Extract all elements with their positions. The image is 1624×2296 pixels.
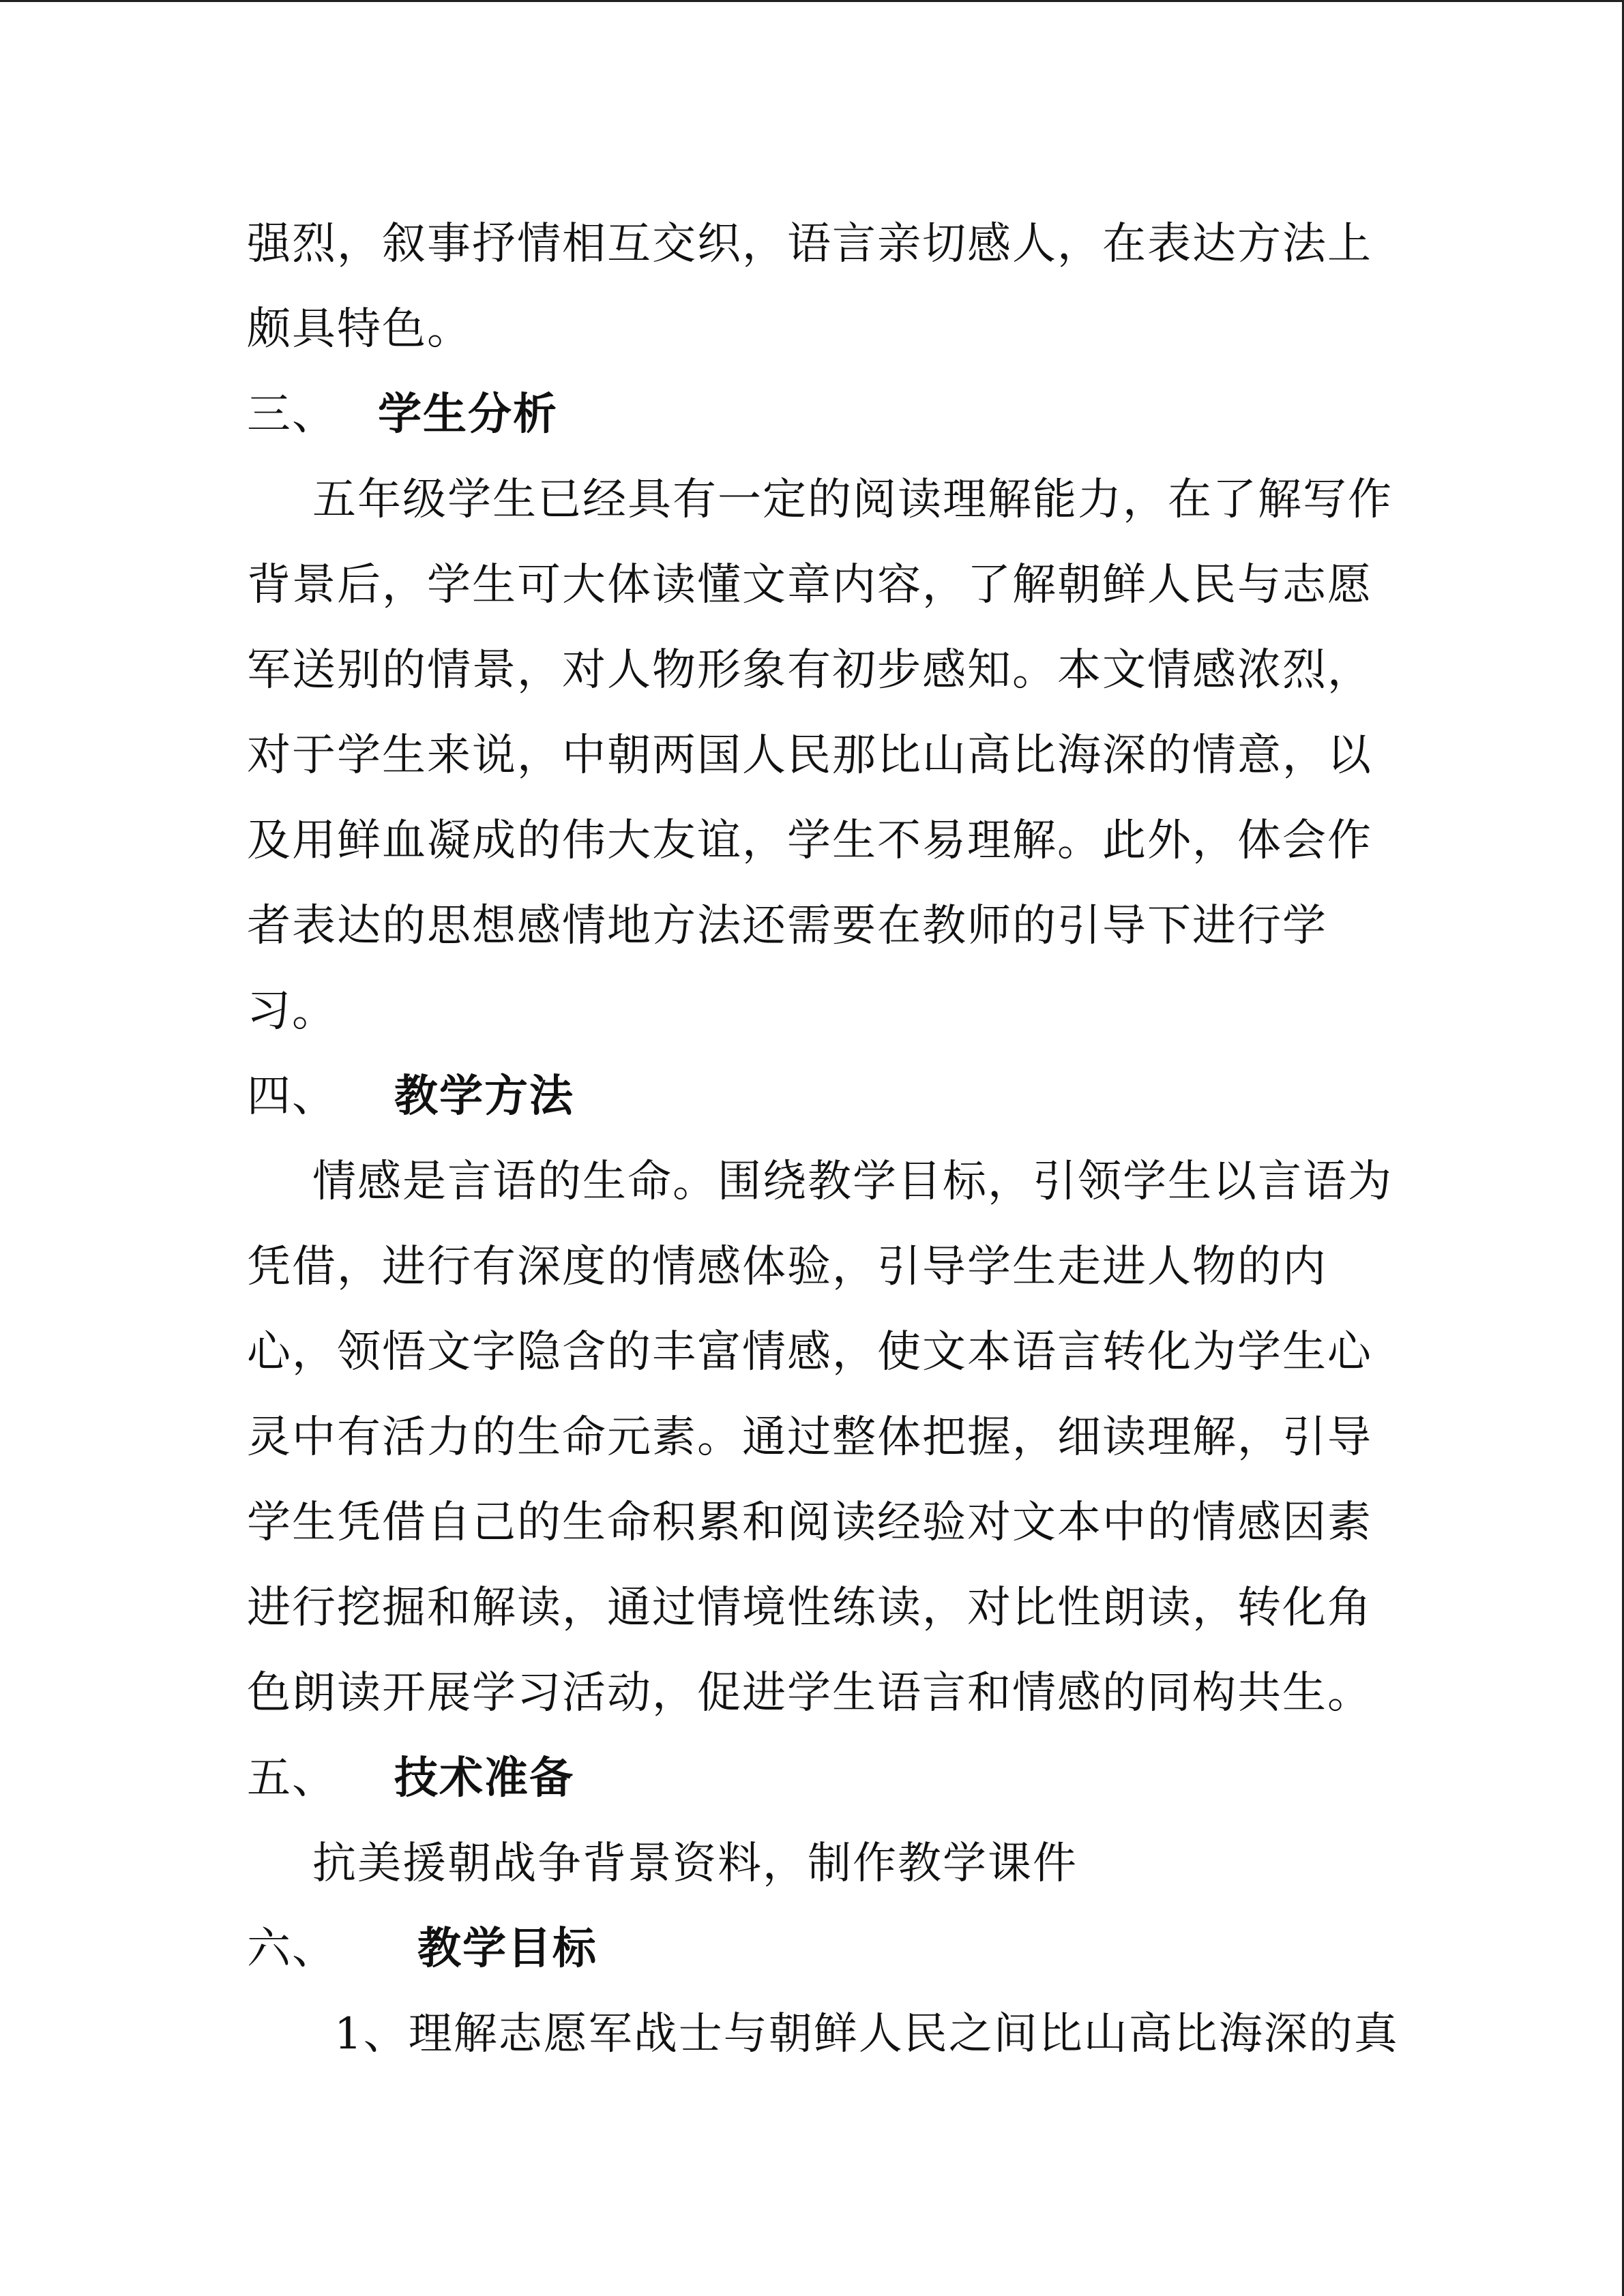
- section-heading-3: [247, 387, 558, 442]
- heading-text: 学生分析: [378, 389, 558, 440]
- heading-number: 四、: [247, 1071, 337, 1122]
- section-heading-4: [247, 1069, 574, 1124]
- heading-number: 五、: [247, 1753, 337, 1804]
- paragraph-line: 军送别的情景，对人物形象有初步感知。本文情感浓烈，: [247, 645, 1372, 696]
- heading-text: 教学目标: [417, 1923, 597, 1974]
- paragraph-line: 灵中有活力的生命元素。通过整体把握，细读理解，引导: [247, 1412, 1372, 1463]
- heading-number: 三、: [247, 389, 337, 440]
- paragraph-line: 1、理解志愿军战士与朝鲜人民之间比山高比海深的真: [334, 2009, 1399, 2059]
- paragraph-line: 凭借，进行有深度的情感体验，引导学生走进人物的内: [247, 1242, 1327, 1292]
- paragraph-line: 习。: [247, 986, 337, 1037]
- heading-number: 六、: [247, 1924, 337, 1974]
- paragraph-line: 五年级学生已经具有一定的阅读理解能力，在了解写作: [312, 475, 1393, 525]
- paragraph-line: 情感是言语的生命。围绕教学目标，引领学生以言语为: [312, 1157, 1393, 1207]
- section-heading-6: [247, 1922, 597, 1976]
- paragraph-line: 者表达的思想感情地方法还需要在教师的引导下进行学: [247, 901, 1327, 951]
- paragraph-line: 进行挖掘和解读，通过情境性练读，对比性朗读，转化角: [247, 1583, 1372, 1633]
- paragraph-line: 抗美援朝战争背景资料，制作教学课件: [312, 1838, 1078, 1889]
- section-heading-5: [247, 1751, 574, 1806]
- paragraph-line: 强烈，叙事抒情相互交织，语言亲切感人，在表达方法上: [247, 219, 1372, 269]
- paragraph-line: 及用鲜血凝成的伟大友谊，学生不易理解。此外，体会作: [247, 816, 1372, 866]
- paragraph-line: 颇具特色。: [247, 304, 472, 355]
- heading-text: 技术准备: [394, 1753, 574, 1804]
- paragraph-line: 对于学生来说，中朝两国人民那比山高比海深的情意，以: [247, 730, 1372, 781]
- paragraph-line: 色朗读开展学习活动，促进学生语言和情感的同构共生。: [247, 1668, 1372, 1718]
- paragraph-line: 背景后，学生可大体读懂文章内容，了解朝鲜人民与志愿: [247, 560, 1372, 610]
- heading-text: 教学方法: [394, 1071, 574, 1122]
- paragraph-line: 心，领悟文字隐含的丰富情感，使文本语言转化为学生心: [247, 1327, 1372, 1377]
- paragraph-line: 学生凭借自己的生命积累和阅读经验对文本中的情感因素: [247, 1497, 1372, 1548]
